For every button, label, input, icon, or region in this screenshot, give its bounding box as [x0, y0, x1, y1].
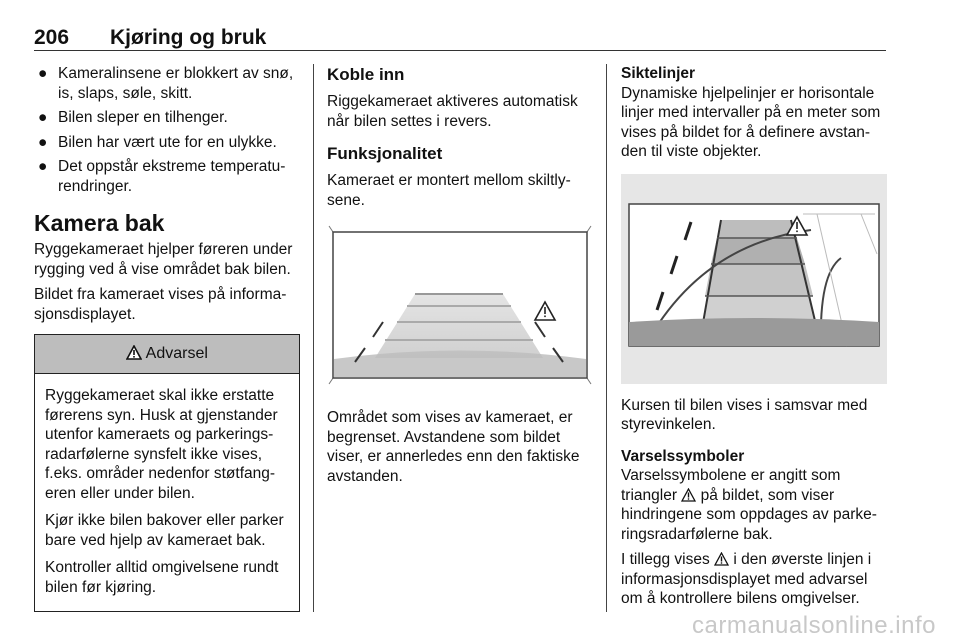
- warning-triangle-icon: [681, 488, 696, 502]
- paragraph: Bildet fra kameraet vises på informa-sjonsdisplayet.: [34, 286, 287, 323]
- paragraph: Dynamiske hjelpelinjer er horisontale linjer med intervaller på en meter som vises på bildet for å definere avstan-den til viste objekter.: [621, 84, 881, 160]
- chapter-title: Kjøring og bruk: [110, 26, 267, 49]
- section-heading: Varselssymboler: [621, 447, 745, 465]
- paragraph: Varselssymbolene er angitt som triangler på bildet, som viser hindringene som oppdages av parke-ringsradarfølerne bak.: [621, 467, 877, 543]
- condition-list: [34, 64, 300, 196]
- column-divider: [606, 64, 607, 612]
- list-item: ● Bilen har vært ute for en ulykke.: [38, 133, 277, 151]
- warning-box: [34, 334, 300, 612]
- paragraph: Kameraet er montert mellom skiltly-sene.: [327, 172, 571, 209]
- warning-icon: [126, 345, 142, 360]
- list-item: ● Bilen sleper en tilhenger.: [38, 109, 228, 126]
- section-heading: Koble inn: [327, 65, 405, 84]
- paragraph: Ryggekameraet hjelper føreren under rygging ved å vise området bak bilen.: [34, 241, 293, 278]
- column-3: [621, 64, 887, 615]
- paragraph: Ryggekameraet skal ikke erstatte førerens syn. Husk at gjenstander utenfor kameraets og parkerings-radarfølerne synsfelt ikke vises, f.eks. områder nedenfor støtfang-eren eller under bilen.: [45, 387, 278, 502]
- guidelines-illustration: [621, 174, 887, 384]
- paragraph: Riggekameraet aktiveres automatisk når bilen settes i revers.: [327, 93, 578, 130]
- list-item: ● Kameralinsene er blokkert av snø, is, slaps, søle, skitt.: [38, 65, 294, 102]
- paragraph: Kontroller alltid omgivelsene rundt bilen før kjøring.: [45, 559, 279, 596]
- paragraph: Kursen til bilen vises i samsvar med styrevinkelen.: [621, 396, 868, 433]
- paragraph: Kjør ikke bilen bakover eller parker bare ved hjelp av kameraet bak.: [45, 512, 284, 549]
- camera-view-illustration: [327, 224, 593, 386]
- section-heading: Kamera bak: [34, 210, 165, 236]
- warning-title: Advarsel: [145, 345, 208, 362]
- paragraph: I tillegg vises i den øverste linjen i informasjonsdisplayet med advarsel om å kontrollere bilens omgivelser.: [621, 551, 872, 607]
- column-2: [327, 64, 593, 492]
- list-item: ● Det oppstår ekstreme temperatu-rendringer.: [38, 158, 286, 195]
- watermark: carmanualsonline.info: [692, 612, 936, 639]
- column-1: [34, 64, 300, 612]
- paragraph: Området som vises av kameraet, er begrenset. Avstandene som bildet viser, er annerledes enn den faktiske avstanden.: [327, 409, 580, 485]
- warning-header: [35, 335, 299, 374]
- column-divider: [313, 64, 314, 612]
- warning-body: [35, 374, 299, 611]
- page-number: 206: [34, 26, 70, 49]
- section-heading: Funksjonalitet: [327, 144, 443, 163]
- page-header: [34, 26, 886, 51]
- section-heading: Siktelinjer: [621, 65, 696, 82]
- warning-triangle-icon: [714, 552, 729, 566]
